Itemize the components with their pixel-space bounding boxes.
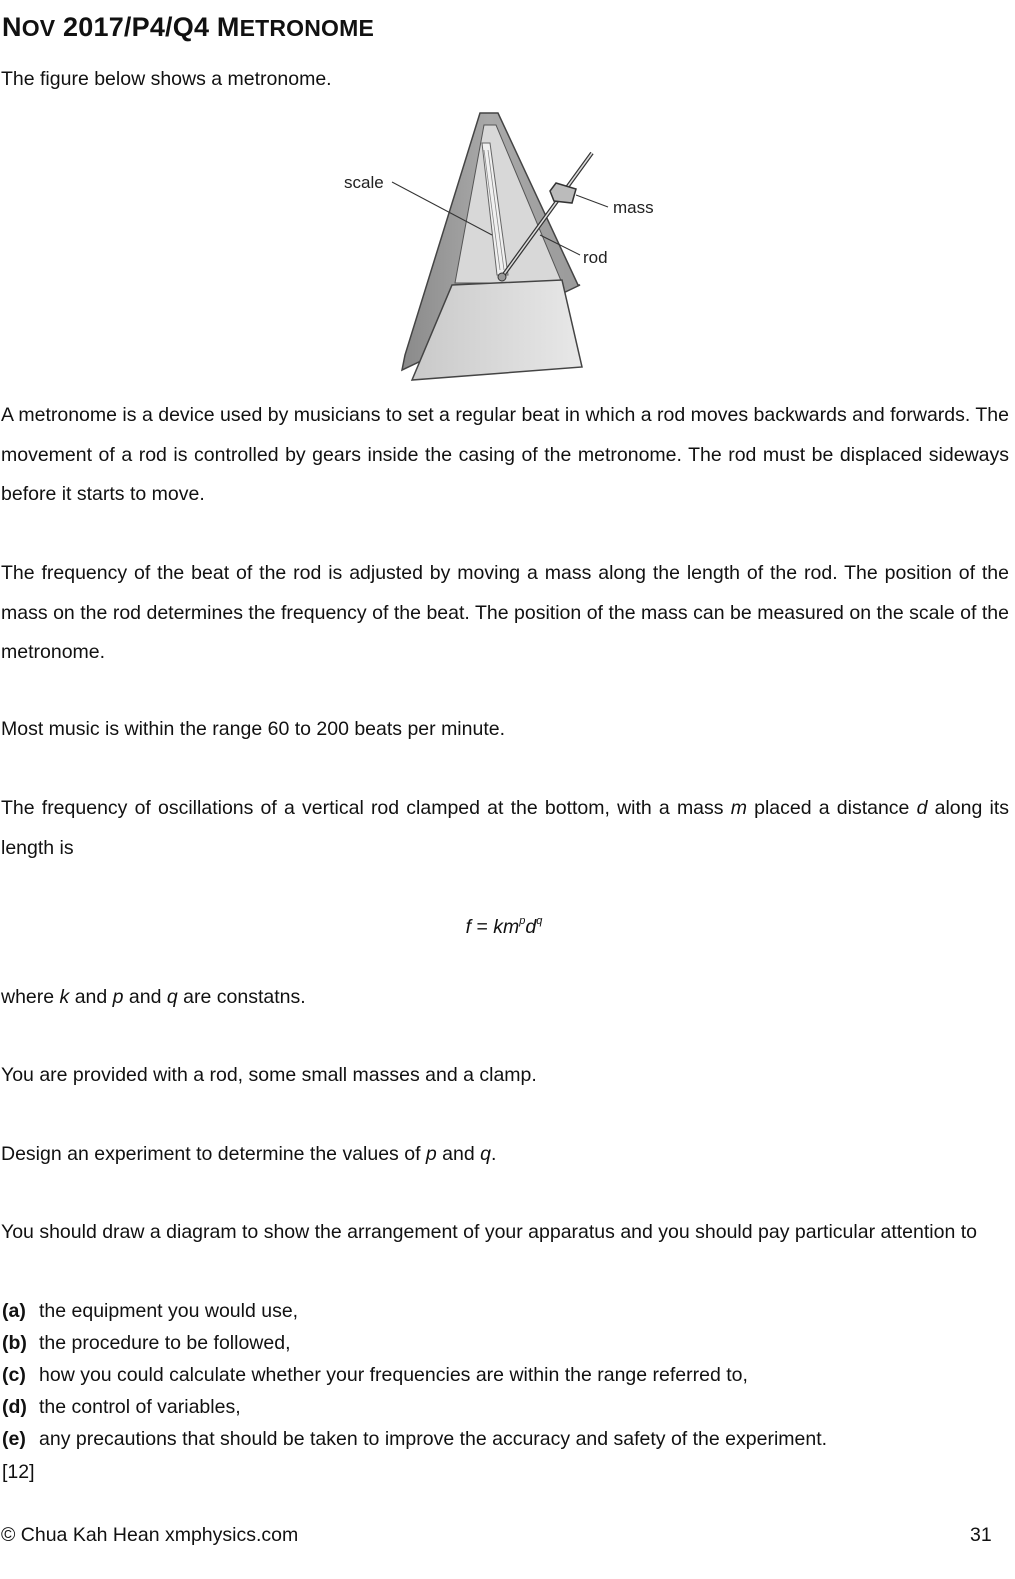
paragraph-frequency-relation: The frequency of oscillations of a vertical rod clamped at the bottom, with a mass m placed a distance d along its length is <box>1 797 1009 859</box>
metronome-mass <box>550 183 576 203</box>
list-item: (c) how you could calculate whether your frequencies are within the range referred to, <box>2 1364 748 1386</box>
list-item: (d) the control of variables, <box>2 1396 241 1418</box>
list-item: (a) the equipment you would use, <box>2 1300 299 1322</box>
paragraph-metronome-description: A metronome is a device used by musicians to set a regular beat in which a rod moves backwards and forwards. The movement of a rod is controlled by gears inside the casing of the metronome. The rod must be displaced sideways before it starts to move. <box>1 404 1009 505</box>
page-title: NOV 2017/P4/Q4 METRONOME <box>2 12 375 42</box>
formula: $f = km^pd^q$ <box>465 915 543 938</box>
label-mass: mass <box>613 198 654 217</box>
metronome-figure <box>330 105 680 390</box>
paragraph-instructions: You should draw a diagram to show the arrangement of your apparatus and you should pay particular attention to <box>1 1221 977 1243</box>
marks-label: [12] <box>2 1461 35 1483</box>
list-item: (e) any precautions that should be taken to improve the accuracy and safety of the experiment. <box>2 1428 828 1450</box>
paragraph-apparatus: You are provided with a rod, some small masses and a clamp. <box>1 1064 537 1086</box>
figure-intro: The figure below shows a metronome. <box>1 68 332 90</box>
paragraph-frequency-adjustment: The frequency of the beat of the rod is adjusted by moving a mass along the length of the rod. The position of the mass on the rod determines the frequency of the beat. The position of the mass can be measured on the scale of the metronome. <box>1 562 1009 663</box>
page-number: 31 <box>970 1524 992 1546</box>
paragraph-music-range: Most music is within the range 60 to 200 beats per minute. <box>1 718 506 740</box>
label-rod: rod <box>583 248 608 267</box>
footer-copyright: © Chua Kah Hean xmphysics.com <box>1 1524 299 1546</box>
label-scale: scale <box>344 173 384 192</box>
paragraph-constants: where k and p and q are constatns. <box>1 986 306 1008</box>
list-item: (b) the procedure to be followed, <box>2 1332 291 1354</box>
paragraph-task: Design an experiment to determine the values of p and q. <box>1 1143 497 1165</box>
